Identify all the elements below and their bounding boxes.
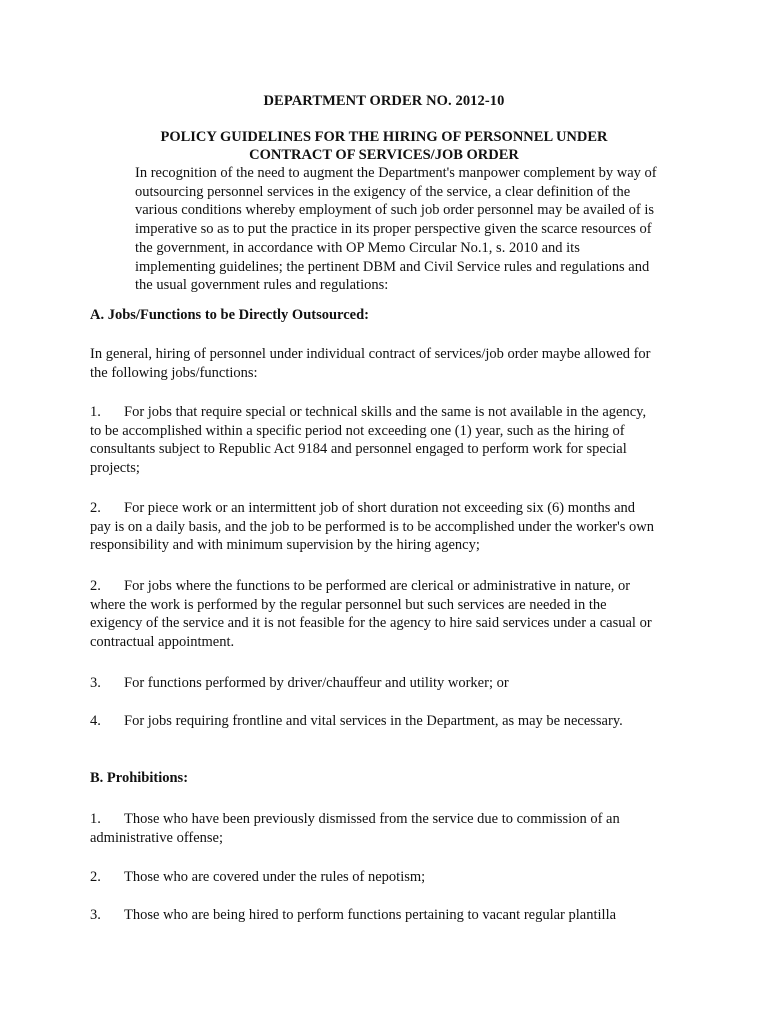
intro-line: various conditions whereby employment of such job order personnel may be availed of is [135, 202, 655, 219]
item-line [90, 810, 680, 829]
section-b-item [90, 906, 680, 925]
section-a-item [90, 403, 680, 478]
policy-heading [0, 128, 768, 164]
section-b-heading: B. Prohibitions: [90, 770, 189, 786]
item-line: pay is on a daily basis, and the job to be performed is to be accomplished under the worker's own [90, 518, 654, 535]
section-a-item [90, 674, 680, 693]
intro-line: the government, in accordance with OP Memo Circular No.1, s. 2010 and its [135, 239, 580, 256]
intro-paragraph [135, 164, 680, 295]
section-b-item [90, 810, 680, 847]
item-text: For jobs requiring frontline and vital services in the Department, as may be necessary. [124, 713, 623, 729]
item-line [90, 499, 680, 518]
section-b-item [90, 868, 680, 887]
item-text: Those who are covered under the rules of nepotism; [124, 869, 426, 885]
section-a-item [90, 712, 680, 731]
item-line [90, 577, 680, 596]
section-a-heading: A. Jobs/Functions to be Directly Outsourced: [90, 307, 369, 323]
item-line [90, 712, 680, 731]
item-line [90, 906, 680, 925]
intro-line: the usual government rules and regulations: [135, 277, 389, 294]
item-line: to be accomplished within a specific period not exceeding one (1) year, such as the hiring of [90, 422, 625, 439]
item-number: 3. [90, 675, 101, 691]
policy-heading-line: POLICY GUIDELINES FOR THE HIRING OF PERSONNEL UNDER [160, 129, 608, 145]
intro-line: implementing guidelines; the pertinent DBM and Civil Service rules and regulations and [135, 258, 650, 275]
item-line [90, 674, 680, 693]
intro-line: outsourcing personnel services in the exigency of the service, a clear definition of the [135, 183, 631, 200]
item-text: Those who are being hired to perform functions pertaining to vacant regular plantilla [124, 907, 617, 923]
item-number: 1. [90, 404, 101, 420]
item-line [90, 403, 680, 422]
item-text: For jobs where the functions to be performed are clerical or administrative in nature, or [124, 578, 631, 594]
item-text: For jobs that require special or technical skills and the same is not available in the agency, [124, 404, 647, 420]
intro-line: imperative so as to put the practice in its proper perspective given the scarce resources of [135, 221, 652, 238]
policy-heading-line: CONTRACT OF SERVICES/JOB ORDER [249, 147, 519, 163]
item-line: where the work is performed by the regular personnel but such services are needed in the [90, 596, 607, 613]
item-number: 2. [90, 869, 101, 885]
section-a-lead [90, 345, 680, 382]
item-text: Those who have been previously dismissed from the service due to commission of an [124, 811, 620, 827]
lead-line: the following jobs/functions: [90, 364, 258, 381]
item-number: 2. [90, 578, 101, 594]
document-title: DEPARTMENT ORDER NO. 2012-10 [263, 93, 505, 109]
item-line: responsibility and with minimum supervision by the hiring agency; [90, 537, 480, 554]
section-a-item [90, 499, 680, 555]
item-line: projects; [90, 460, 140, 477]
item-number: 1. [90, 811, 101, 827]
item-line: contractual appointment. [90, 634, 235, 651]
item-number: 3. [90, 907, 101, 923]
item-line: exigency of the service and it is not feasible for the agency to hire said services under a casual or [90, 615, 652, 632]
item-line: administrative offense; [90, 829, 224, 846]
section-a-item [90, 577, 680, 652]
item-number: 2. [90, 500, 101, 516]
lead-line: In general, hiring of personnel under individual contract of services/job order maybe allowed for [90, 346, 651, 362]
item-number: 4. [90, 713, 101, 729]
intro-line: In recognition of the need to augment the Department's manpower complement by way of [135, 165, 657, 181]
item-text: For piece work or an intermittent job of short duration not exceeding six (6) months and [124, 500, 636, 516]
item-text: For functions performed by driver/chauffeur and utility worker; or [124, 675, 509, 691]
item-line [90, 868, 680, 887]
item-line: consultants subject to Republic Act 9184 and personnel engaged to perform work for special [90, 441, 627, 458]
